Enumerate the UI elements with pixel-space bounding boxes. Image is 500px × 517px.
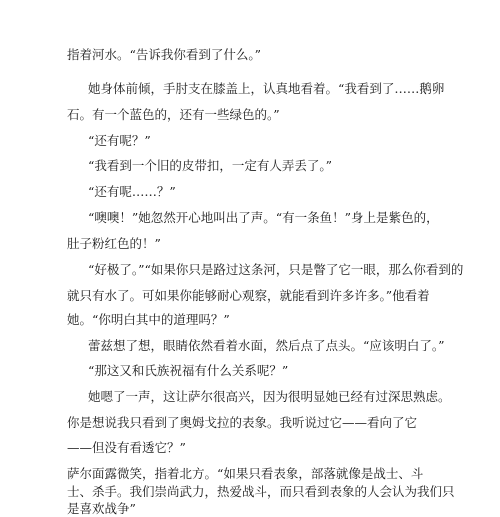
text-line: 她嗯了一声，这让萨尔很高兴，因为很明显她已经有过深思熟虑。	[88, 389, 451, 404]
text-line: ——但没有看透它？”	[67, 440, 186, 455]
text-line: 你是想说我只看到了奥姆戈拉的表象。我听说过它——看向了它	[67, 415, 418, 430]
text-line: “还有呢……？”	[88, 184, 176, 199]
text-line: 石。有一个蓝色的，还有一些绿色的。”	[67, 107, 280, 122]
text-line: “还有呢？”	[88, 133, 151, 148]
text-line: 她身体前倾，手肘支在膝盖上，认真地看着。“我看到了……鹅卵	[88, 81, 445, 96]
text-line: “好极了。”“如果你只是路过这条河，只是瞥了它一眼，那么你看到的	[88, 262, 464, 277]
text-line: “那这又和氏族祝福有什么关系呢？”	[88, 363, 289, 378]
text-line: “我看到一个旧的皮带扣，一定有人弄丢了。”	[88, 158, 333, 173]
text-line: 是喜欢战争”	[67, 501, 136, 516]
text-line: 士、杀手。我们崇尚武力，热爱战斗，而只看到表象的人会认为我们只	[67, 484, 455, 499]
text-line: 指着河水。“告诉我你看到了什么。”	[67, 47, 262, 62]
text-line: 就只有水了。可如果你能够耐心观察，就能看到许多许多。”他看着	[67, 288, 430, 303]
text-line: 萨尔面露微笑，指着北方。“如果只看表象，部落就像是战士、斗	[67, 466, 424, 481]
text-line: “噢噢！”她忽然开心地叫出了声。“有一条鱼！”身上是紫色的，	[88, 210, 439, 225]
text-line: 她。“你明白其中的道理吗？”	[67, 312, 230, 327]
text-line: 蕾兹想了想，眼睛依然看着水面，然后点了点头。“应该明白了。”	[88, 338, 445, 353]
text-line: 肚子粉红色的！”	[67, 236, 161, 251]
